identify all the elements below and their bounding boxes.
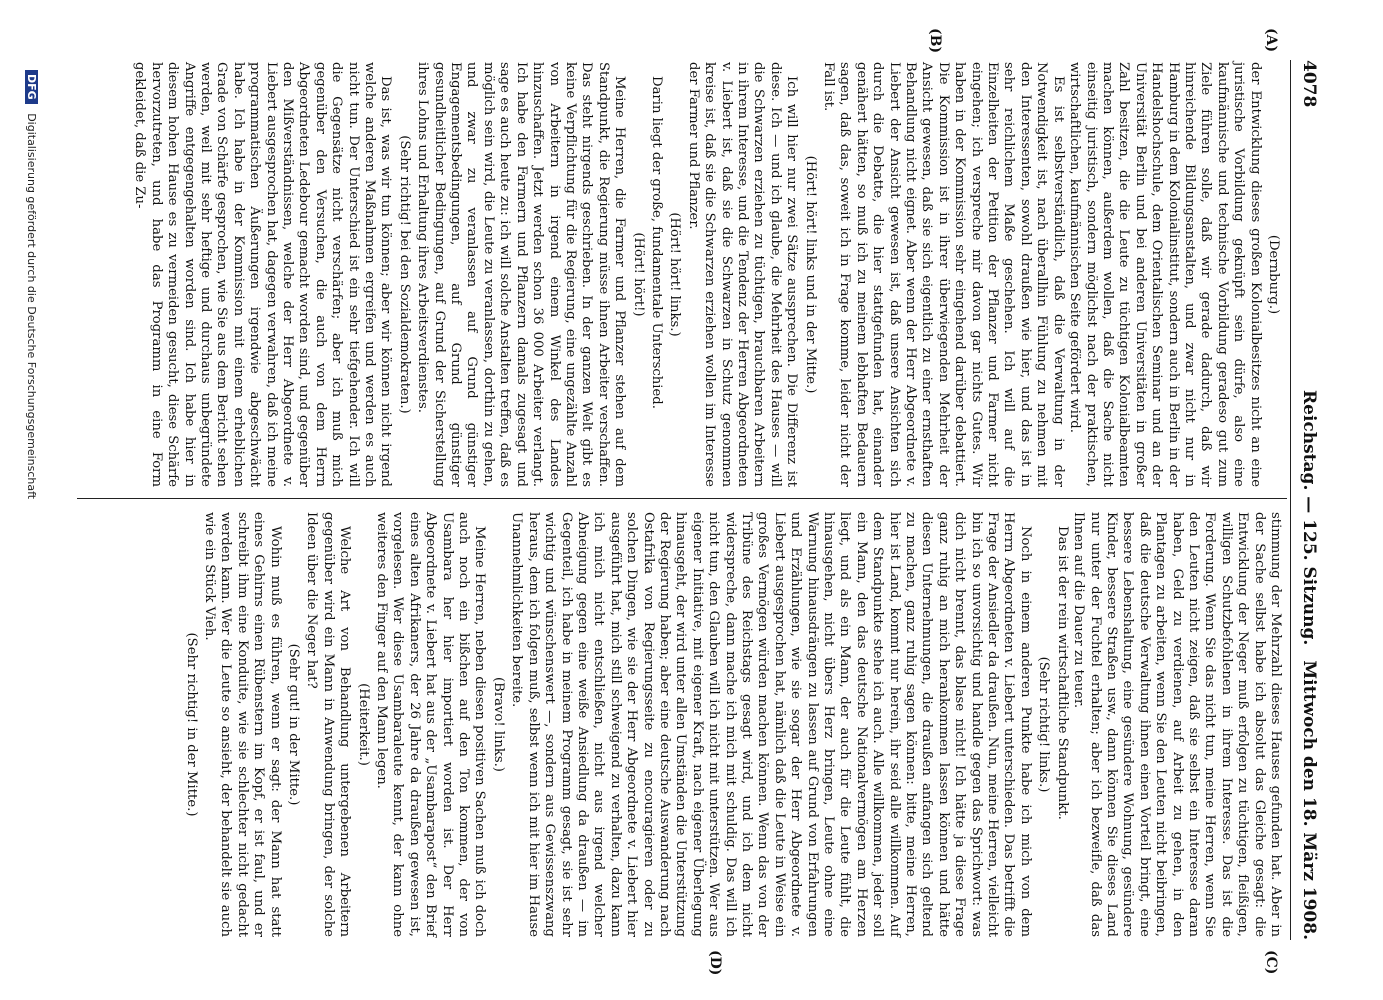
paragraph: Wohin muß es führen, wenn er sagt: der Mann hat statt eines Gehirns einen Rübenstern im Kopf, er ist faul, und er schreibt ihm eine Konduite, wie sie schlechter nicht gedacht werden kann. Wer die Leute so ansieht, der behandelt sie auch wie ein Stück Vieh. — [202, 512, 283, 937]
reaction: (Hört! hört! links und in der Mitte.) — [802, 155, 818, 394]
speaker-name: (Dernburg.) — [1266, 234, 1281, 315]
dfg-logo: DFG — [25, 70, 38, 104]
paragraph: Es ist selbstverständlich, daß die Verwaltung in der Notwendigkeit ist, nach überallhin Fühlung zu nehmen mit den Interessenten, sowohl draußen wie hier, und das ist in sehr reichlichem Maße geschehen. Ich will auf die Einzelheiten der Petition der Pflanzer und Farmer nicht eingehen; ich verspreche mir davon gar nichts Gutes. Wir haben in der Kommission sehr eingehend darüber debattiert. Die Kommission ist in ihrer überwiegenden Mehrheit der Ansicht gewesen, daß sie sich eigentlich zu einer ernsthaften Behandlung nicht eignet. Aber wenn der Herr Abgeordnete v. Liebert der Ansicht gewesen ist, daß unsere Ansichten sich durch die Debatte, die hier stattgefunden hat, einander genähert hätten, so muß ich zu meinem lebhaften Bedauern sagen, daß das, soweit ich in Frage komme, leider nicht der Fall ist. — [821, 62, 1066, 487]
left-column — [131, 62, 1283, 487]
header-rule — [1290, 60, 1291, 940]
margin-mark-a: (A) — [1263, 28, 1279, 53]
reaction: (Hört! hört!) — [630, 232, 646, 317]
reaction: (Sehr richtig! links.) — [1036, 656, 1052, 793]
column-divider — [77, 498, 1287, 499]
paragraph: Noch in einem anderen Punkte habe ich mich von dem Herrn Abgeordneten v. Liebert unterschieden. Das betrifft die Frage der Ansiedler da draußen. Nun, meine Herren, vielleicht bin ich so unvorsichtig und handle gegen das Sprichwort: was dich nicht brennt, das blase nicht! Ich hätte ja diese Frage ganz ruhig an mich herankommen lassen können und hätte diesen Unternehmungen, die draußen anfangen sich geltend zu machen, ganz ruhig sagen können: bitte, meine Herren, hier ist Land, kommt nur herein, ihr seid alle willkommen. Auf dem Standpunkte stehe ich auch. Alle willkommen, jeder soll ein Mann, den das deutsche Nationalvermögen am Herzen liegt, und als ein Mann, der auch für die Leute fühlt, die hinausgehen, nicht übers Herz bringen, Leute ohne eine Warnung hinausdrängen zu lassen auf Grund von Erfahrungen und Erzählungen, wie sie sogar der Herr Abgeordnete v. Liebert ausgesprochen hat, nämlich daß die Leute in Weise ein großes Vermögen würden machen können. Wenn das von der Tribüne des Reichstags gesagt wird, und ich dem nicht widerspreche, dann mache ich mich mit schuldig. Das will ich nicht tun, den Glauben will ich nicht mit unterstützen. Wer aus eigener Initiative, mit eigener Kraft, nach eigener Überlegung hinausgeht, der wird unter allen Umständen die Unterstützung der Regierung haben; aber eine deutsche Auswanderung nach Ostafrika von Regierungsseite zu encouragieren oder zu solchen Dingen, wie sie der Herr Abgeordnete v. Liebert hier ausgeführt hat, mich still schweigend zu verhalten, dazu kann ich mich nicht entschließen, nicht aus irgend welcher Abneigung gegen eine weiße Ansiedlung da draußen — im Gegenteil, ich habe in meinem Programm gesagt, sie ist sehr wichtig und wünschenswert —, sondern aus Gewissenszwang heraus, dem ich folgen muß, selbst wenn ich mit hier im Hause Unannehmlichkeiten bereite. — [509, 512, 1033, 937]
right-column — [180, 512, 1283, 937]
paragraph: der Entwicklung dieses großen Kolonialbesitzes nicht an eine juristische Vorbildung geknüpft sein dürfe, also eine kaufmännische und technische Vorbildung geradeso gut zum Ziele führen solle, daß wir gerade dadurch, daß wir hinreichende Bildungsanstalten, und zwar nicht nur in Hamburg in dem Kolonialinstitut, sondern auch in Berlin in der Handelshochschule, dem Orientalischen Seminar und an der Universität Berlin und bei anderen Universitäten in großer Zahl besitzen, die die Leute zu tüchtigen Kolonialbeamten machen können, außerdem wollen, daß die Sache nicht einseitig juristisch, sondern möglichst nach der praktischen, wirtschaftlichen, kaufmännischen Seite gefördert wird. — [1067, 62, 1263, 487]
paragraph: Das ist, was wir tun können; aber wir können nicht irgend welche anderen Maßnahmen ergreifen und werden es auch nicht tun. Der Unterschied ist ein sehr tiefgehender. Ich will die Gegensätze nicht verschärfen; aber ich muß mich gegenüber den Versuchen, die auch von dem Herrn Abgeordneten Ledebour gemacht worden sind, und gegenüber den Mißverständnissen, welche der Herr Abgeordnete v. Liebert ausgesprochen hat, dagegen verwahren, daß ich meine programmatischen Äußerungen irgendwie abgeschwächt habe. Ich habe in der Kommission mit einem erheblichen Grade von Schärfe gesprochen, wie Sie aus dem Bericht sehen werden, weil mit sehr heftige und durchaus unbegründete Angriffe entgegengehalten worden sind. Ich habe hier in diesem hohen Hause es zu vermeiden gesucht, diese Schärfe hervorzutreten, und habe das Programm in eine Form gekleidet, daß die Zu- — [132, 62, 394, 487]
footer-text: Digitalisierung gefördert durch die Deutsche Forschungsgemeinschaft — [25, 113, 38, 500]
reaction: (Sehr richtig! bei den Sozialdemokraten.) — [396, 135, 412, 414]
reaction: (Sehr gut! in der Mitte.) — [286, 643, 302, 806]
paragraph: Das ist der rein wirtschaftliche Standpunkt. — [1054, 526, 1070, 820]
digitization-footer — [25, 70, 38, 930]
reaction: (Bravo! links.) — [490, 677, 506, 772]
reaction: (Heiterkeit.) — [355, 683, 371, 766]
margin-mark-c: (C) — [1263, 950, 1279, 975]
paragraph: Darin liegt der große, fundamentale Unterschied. — [648, 76, 664, 409]
margin-mark-d: (D) — [707, 950, 723, 976]
reaction: (Hört! hört! links.) — [667, 212, 683, 337]
paragraph: Welche Art von Behandlung untergebenen Arbeitern gegenüber wird ein Mann in Anwendung bringen, der solche Ideen über die Neger hat? — [304, 512, 353, 937]
paragraph: stimmung der Mehrzahl dieses Hauses gefunden hat. Aber in der Sache selbst habe ich absolut das Gleiche gesagt: die Entwicklung der Neger muß erfolgen zu tüchtigen, fleißigen, willigen Schutzbefohlenen in ihrem Interesse. Das ist die Forderung. Wenn Sie das nicht tun, meine Herren, wenn Sie den Leuten nicht zeigen, daß sie selbst ein Interesse daran haben, Geld zu verdienen, auf Arbeit zu gehen, in den Plantagen zu arbeiten, wenn Sie den Leuten nicht beibringen, daß die deutsche Verwaltung ihnen einen Vorteil bringt, eine bessere Lebenshaltung, eine gesündere Wohnung, gesündere Kinder, bessere Straßen usw., dann können Sie dieses Land nur unter der Fuchtel erhalten; aber ich bezweifle, daß das Ihnen auf die Dauer zu teuer. — [1071, 512, 1283, 937]
margin-mark-b: (B) — [927, 28, 943, 54]
paragraph: Meine Herren, neben diesen positiven Sachen muß ich doch auch noch ein bißchen auf den Ton kommen, der von Usambara her hier importiert worden ist. Der Herr Abgeordnete v. Liebert hat aus der „Usambarapost“ den Brief eines alten Afrikaners, der 26 Jahre da draußen gewesen ist, vorgelesen. Wer diese Usambaraleute kennt, der kann ohne weiteres den Finger auf den Mann legen. — [374, 512, 488, 937]
session-title: Reichstag. — 125. Sitzung. — [1299, 390, 1319, 646]
page-header — [1293, 60, 1323, 940]
paragraph: Ich will hier nur zwei Sätze aussprechen. Die Differenz ist diese. Ich — und ich glaube, die Mehrheit des Hauses — will die Schwarzen erziehen zu tüchtigen, brauchbaren Arbeitern in ihrem Interesse, und die Tendenz der Herren Abgeordneten v. Liebert ist, daß sie die Schwarzen in Schutz genommen kreise ist, daß sie die Schwarzen erziehen wollen im Interesse der Farmer und Pflanzer. — [685, 62, 800, 487]
paragraph: Meine Herren, die Farmer und Pflanzer stehen auf dem Standpunkt, die Regierung müsse ihnen Arbeiter verschaffen. Das steht nirgends geschrieben. In der ganzen Welt gibt es keine Verpflichtung für die Regierung, eine ungezählte Anzahl von Arbeitern in irgend einem Winkel des Landes hinzuschaffen. Jetzt werden schon 36 000 Arbeiter verlangt. Ich habe den Farmern und Pflanzern damals zugesagt und sage es auch heute zu: ich will solche Anstalten treffen, daß es möglich sein wird, die Leute zu veranlassen, dorthin zu gehen, und zwar zu veranlassen auf Grund günstiger Engagementsbedingungen, auf Grund günstiger gesundheitlicher Bedingungen, auf Grund der Sicherstellung ihres Lohns und Erhaltung ihres Arbeitsverdienstes. — [415, 62, 628, 487]
reaction: (Sehr richtig! in der Mitte.) — [183, 632, 199, 817]
page-number: 4078 — [1299, 60, 1319, 108]
session-date: Mittwoch den 18. März 1908. — [1299, 660, 1319, 940]
